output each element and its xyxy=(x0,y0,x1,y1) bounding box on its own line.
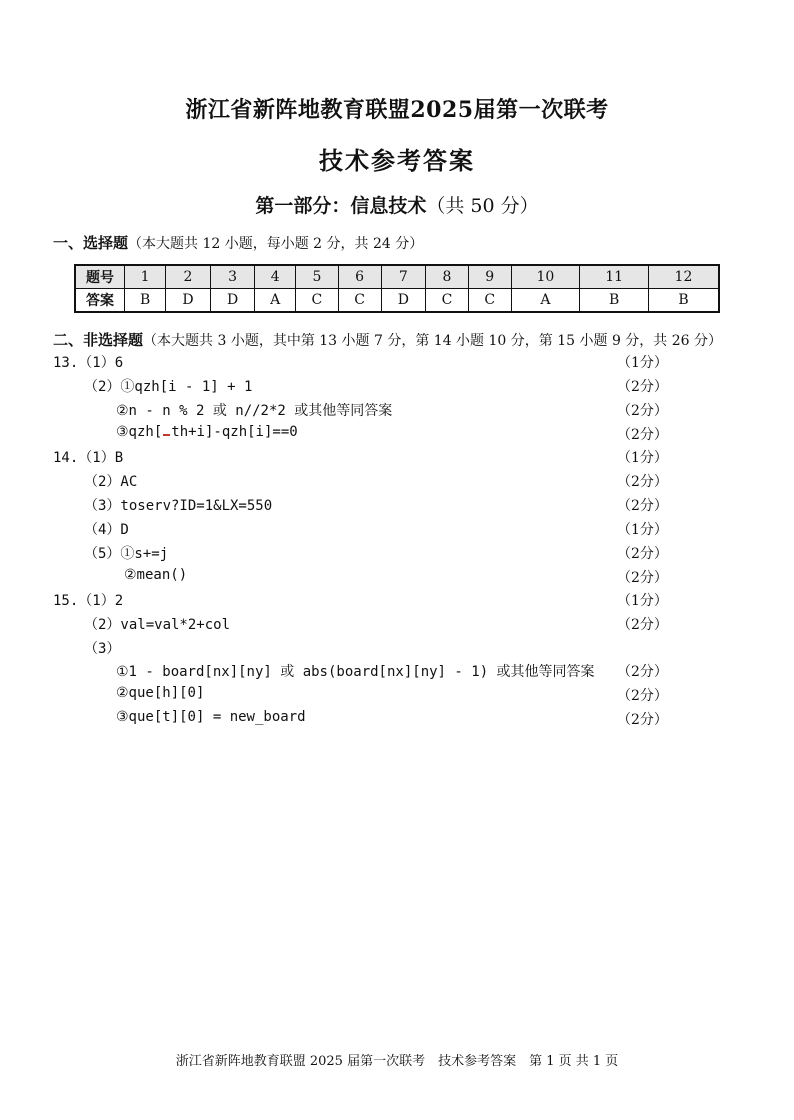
answer-cell: D xyxy=(210,289,255,313)
question-number: 2 xyxy=(166,265,211,289)
question-number: 4 xyxy=(255,265,296,289)
answer-line: （2）AC xyxy=(84,474,138,490)
answer-cell: C xyxy=(426,289,469,313)
answer-score: （2分） xyxy=(617,664,668,680)
question-number: 5 xyxy=(296,265,339,289)
part-title-text: 第一部分：信息技术 xyxy=(255,195,427,217)
answer-cell: A xyxy=(255,289,296,313)
answer-cell: B xyxy=(125,289,166,313)
answer-score: （2分） xyxy=(617,498,668,514)
answer-line: ②que[h][0] xyxy=(116,685,205,701)
answer-line xyxy=(116,424,298,440)
answer-line: ②mean() xyxy=(124,567,188,583)
answer-cell: A xyxy=(511,289,580,313)
answer-score: （2分） xyxy=(617,403,668,419)
question-number: 10 xyxy=(511,265,580,289)
question-number: 6 xyxy=(338,265,381,289)
answer-score: （1分） xyxy=(617,593,668,609)
question-number: 11 xyxy=(580,265,649,289)
row-label-answers: 答案 xyxy=(75,289,125,313)
question-number: 7 xyxy=(381,265,426,289)
section2-note: （本大题共 3 小题，其中第 13 小题 7 分，第 14 小题 10 分，第 15 小题 9 分，共 26 分） xyxy=(143,333,723,349)
section2-heading xyxy=(53,329,722,350)
question-number: 1 xyxy=(125,265,166,289)
answer-line-part-b: th+i]-qzh[i]==0 xyxy=(171,424,298,440)
answer-cell: D xyxy=(166,289,211,313)
answer-cell: D xyxy=(381,289,426,313)
red-underline-mark xyxy=(163,424,170,436)
question-number: 9 xyxy=(468,265,511,289)
answer-cell: C xyxy=(296,289,339,313)
answer-line: （4）D xyxy=(84,522,129,538)
row-label-numbers: 题号 xyxy=(75,265,125,289)
answer-line: ①1 - board[nx][ny] 或 abs(board[nx][ny] - 1) 或其他等同答案 xyxy=(116,664,595,680)
page-footer: 浙江省新阵地教育联盟 2025 届第一次联考 技术参考答案 第 1 页 共 1 页 xyxy=(175,1054,619,1069)
answer-line: （2）val=val*2+col xyxy=(84,617,231,633)
answer-score: （1分） xyxy=(617,450,668,466)
page-title: 浙江省新阵地教育联盟2025届第一次联考 xyxy=(185,97,609,123)
answer-line: （2）①qzh[i - 1] + 1 xyxy=(84,379,253,395)
answer-score: （1分） xyxy=(617,355,668,371)
answer-score: （2分） xyxy=(617,474,668,490)
section1-title: 一、选择题 xyxy=(53,234,129,252)
answer-cell: C xyxy=(338,289,381,313)
section1-heading xyxy=(53,232,423,253)
answer-score: （2分） xyxy=(617,570,668,586)
question-number: 3 xyxy=(210,265,255,289)
part-title xyxy=(0,191,794,218)
answer-score: （2分） xyxy=(617,617,668,633)
answer-line: 14.（1）B xyxy=(53,450,124,466)
question-number: 12 xyxy=(648,265,719,289)
answer-line: ③que[t][0] = new_board xyxy=(116,709,306,725)
section1-note: （本大题共 12 小题，每小题 2 分，共 24 分） xyxy=(128,236,424,252)
table-row-numbers xyxy=(75,265,719,289)
answer-line: （5）①s+=j xyxy=(84,546,169,562)
answer-score: （2分） xyxy=(617,688,668,704)
part-score: （共 50 分） xyxy=(426,195,539,217)
answer-score: （2分） xyxy=(617,546,668,562)
answer-cell: B xyxy=(648,289,719,313)
answer-line-part-a: ③qzh[ xyxy=(116,424,163,440)
answer-score: （1分） xyxy=(617,522,668,538)
answer-line: （3） xyxy=(84,641,121,657)
answer-score: （2分） xyxy=(617,712,668,728)
page-subtitle: 技术参考答案 xyxy=(319,146,475,175)
answer-cell: B xyxy=(580,289,649,313)
answer-line: 15.（1）2 xyxy=(53,593,124,609)
answer-line: ②n - n % 2 或 n//2*2 或其他等同答案 xyxy=(116,403,393,419)
answer-cell: C xyxy=(468,289,511,313)
section2-title: 二、非选择题 xyxy=(53,331,144,349)
answer-score: （2分） xyxy=(617,379,668,395)
table-row-answers xyxy=(75,289,719,313)
question-number: 8 xyxy=(426,265,469,289)
answer-line: 13.（1）6 xyxy=(53,355,124,371)
answer-score: （2分） xyxy=(617,427,668,443)
answer-line: （3）toserv?ID=1&LX=550 xyxy=(84,498,273,514)
answer-table xyxy=(74,264,720,313)
